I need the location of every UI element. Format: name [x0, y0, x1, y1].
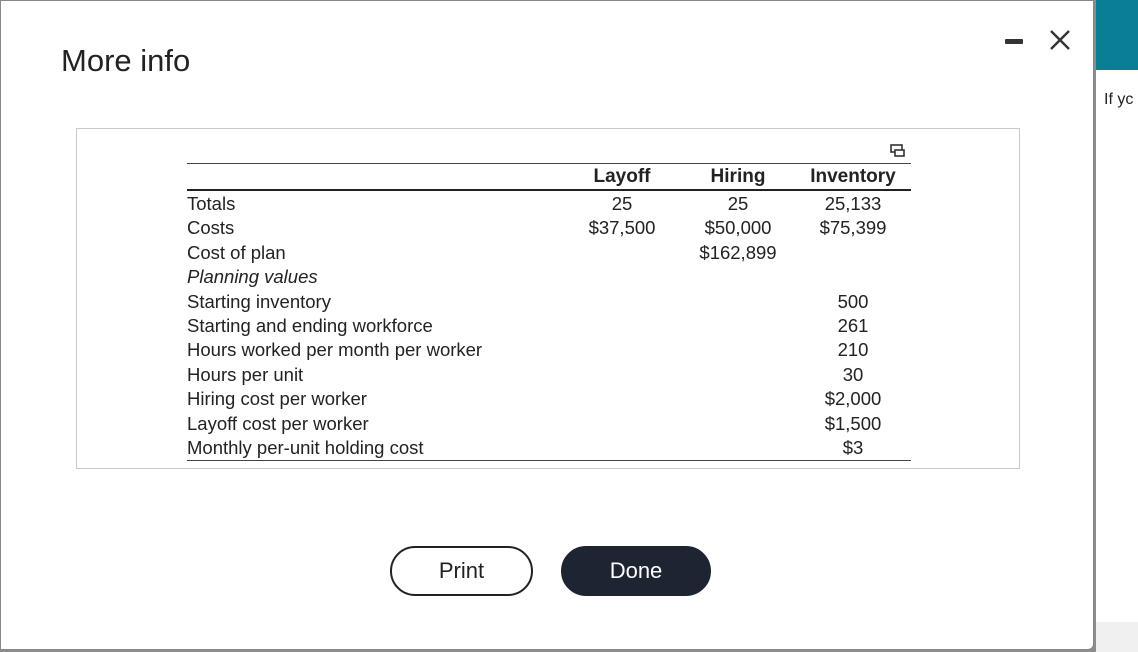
table-cell-hiring: 25: [727, 193, 749, 214]
table-row-label: Monthly per-unit holding cost: [187, 437, 424, 458]
close-button[interactable]: [1045, 25, 1075, 55]
table-cell-inventory: $75,399: [819, 217, 887, 239]
copy-data-button[interactable]: [890, 143, 906, 159]
print-button[interactable]: Print: [390, 546, 533, 596]
table-top-rule: [187, 163, 911, 164]
table-row-label: Starting and ending workforce: [187, 315, 433, 336]
info-table-panel: [76, 128, 1020, 469]
table-row-label: Hiring cost per worker: [187, 388, 367, 410]
table-cell-inventory: 30: [842, 363, 864, 385]
minimize-button[interactable]: [1001, 31, 1027, 51]
table-row-label: Starting inventory: [187, 290, 331, 312]
background-footer: [1096, 622, 1138, 652]
background-header-bar: [1096, 0, 1138, 70]
table-row-label: Hours worked per month per worker: [187, 339, 483, 361]
table-cell-inventory: 500: [837, 290, 869, 312]
done-button[interactable]: Done: [561, 546, 711, 596]
column-header-hiring: Hiring: [710, 166, 766, 187]
table-cell-layoff: 25: [611, 193, 633, 214]
close-icon: [1045, 25, 1075, 55]
table-cell-inventory: 210: [837, 339, 869, 361]
column-header-inventory: Inventory: [810, 166, 896, 187]
column-header-layoff: Layoff: [593, 166, 651, 187]
table-row-label: Hours per unit: [187, 363, 304, 385]
table-cell-hiring: $50,000: [704, 217, 772, 239]
minimize-icon: [1005, 39, 1023, 44]
table-row-label: Costs: [187, 217, 235, 239]
table-row-label: Planning values: [187, 266, 318, 288]
table-cell-inventory: $3: [842, 437, 864, 458]
table-header-rule: [187, 189, 911, 191]
table-cell-inventory: $2,000: [824, 388, 882, 410]
table-cell-hiring: $162,899: [699, 241, 777, 263]
table-cell-inventory: 25,133: [824, 193, 882, 214]
dialog-title: More info: [61, 43, 191, 78]
table-bottom-rule: [187, 460, 911, 461]
table-cell-layoff: $37,500: [588, 217, 656, 239]
table-cell-inventory: 261: [837, 315, 869, 336]
table-row-label: Totals: [187, 193, 236, 214]
table-row-label: Cost of plan: [187, 241, 286, 263]
copy-icon: [890, 143, 906, 159]
background-text: If yc: [1104, 91, 1134, 108]
table-cell-inventory: $1,500: [824, 412, 882, 434]
table-row-label: Layoff cost per worker: [187, 412, 369, 434]
